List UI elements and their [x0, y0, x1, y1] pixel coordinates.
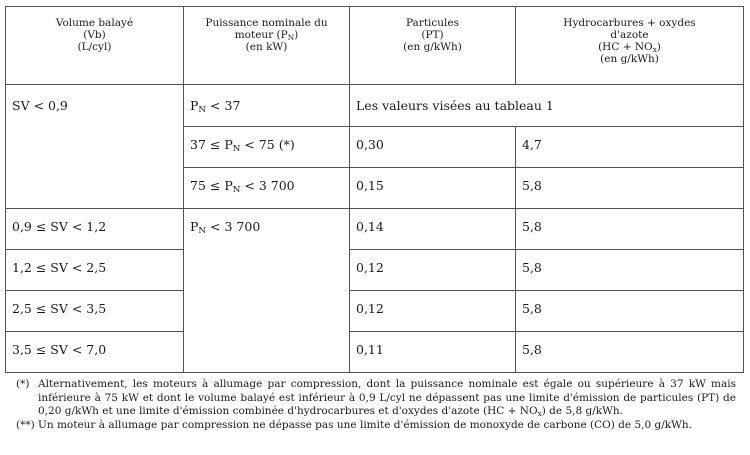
cell-volume: 1,2 ≤ SV < 2,5	[6, 250, 184, 291]
footnote-mark: (*)	[16, 378, 30, 390]
cell-volume: 2,5 ≤ SV < 3,5	[6, 291, 184, 332]
emission-limits-table	[5, 6, 744, 373]
cell-particles: 0,12	[350, 250, 516, 291]
table-header-row	[6, 7, 744, 85]
table-row	[6, 209, 744, 250]
header-particles: Particules (PT) (en g/kWh)	[350, 7, 516, 85]
cell-particles: 0,12	[350, 291, 516, 332]
table-row	[6, 291, 744, 332]
cell-power: $37 \le P_N < 75$ (*)	[184, 127, 350, 168]
footnotes	[16, 378, 736, 432]
header-power: Puissance nominale du moteur $(P_N)$ (en kW)	[184, 7, 350, 85]
table-row	[6, 332, 744, 373]
cell-particles: 0,14	[350, 209, 516, 250]
cell-hc-nox: 5,8	[516, 332, 744, 373]
cell-volume: 0,9 ≤ SV < 1,2	[6, 209, 184, 250]
cell-hc-nox: 4,7	[516, 127, 744, 168]
footnote: (**) Un moteur à allumage par compression ne dépasse pas une limite d'émission de monoxyde de carbone (CO) de 5,0 g/kWh.	[16, 418, 692, 431]
cell-power: $P_N < 3$ 700	[184, 209, 350, 373]
cell-power: $P_N < 37$	[184, 85, 350, 127]
cell-hc-nox: 5,8	[516, 209, 744, 250]
cell-volume: 3,5 ≤ SV < 7,0	[6, 332, 184, 373]
table-row	[6, 85, 744, 127]
cell-particles-merged: Les valeurs visées au tableau 1	[350, 85, 744, 127]
cell-power: $75 \le P_N < 3$ 700	[184, 168, 350, 209]
header-volume: Volume balayé (Vb) (L/cyl)	[6, 7, 184, 85]
header-hc-nox: Hydrocarbures + oxydes d'azote $(HC + NO_x)$ (en g/kWh)	[516, 7, 744, 85]
cell-hc-nox: 5,8	[516, 291, 744, 332]
cell-hc-nox: 5,8	[516, 168, 744, 209]
cell-hc-nox: 5,8	[516, 250, 744, 291]
footnote-mark: (**)	[16, 418, 35, 431]
table-row	[6, 250, 744, 291]
cell-particles: 0,11	[350, 332, 516, 373]
cell-particles: 0,30	[350, 127, 516, 168]
cell-particles: 0,15	[350, 168, 516, 209]
footnote: (*) Alternativement, les moteurs à allumage par compression, dont la puissance nominale est égale ou supérieure à 37 kW mais inférieure à 75 kW et dont le volume balayé est inférieur à 0,9 L/cyl ne dépassent pas une limite d'émission de particules (PT) de 0,20 g/kWh et une limite d'émission combinée d'hydrocarbures et d'oxydes d'azote $(HC + NO_x)$ de 5,8 g/kWh.	[16, 378, 736, 418]
cell-volume: SV < 0,9	[6, 85, 184, 209]
